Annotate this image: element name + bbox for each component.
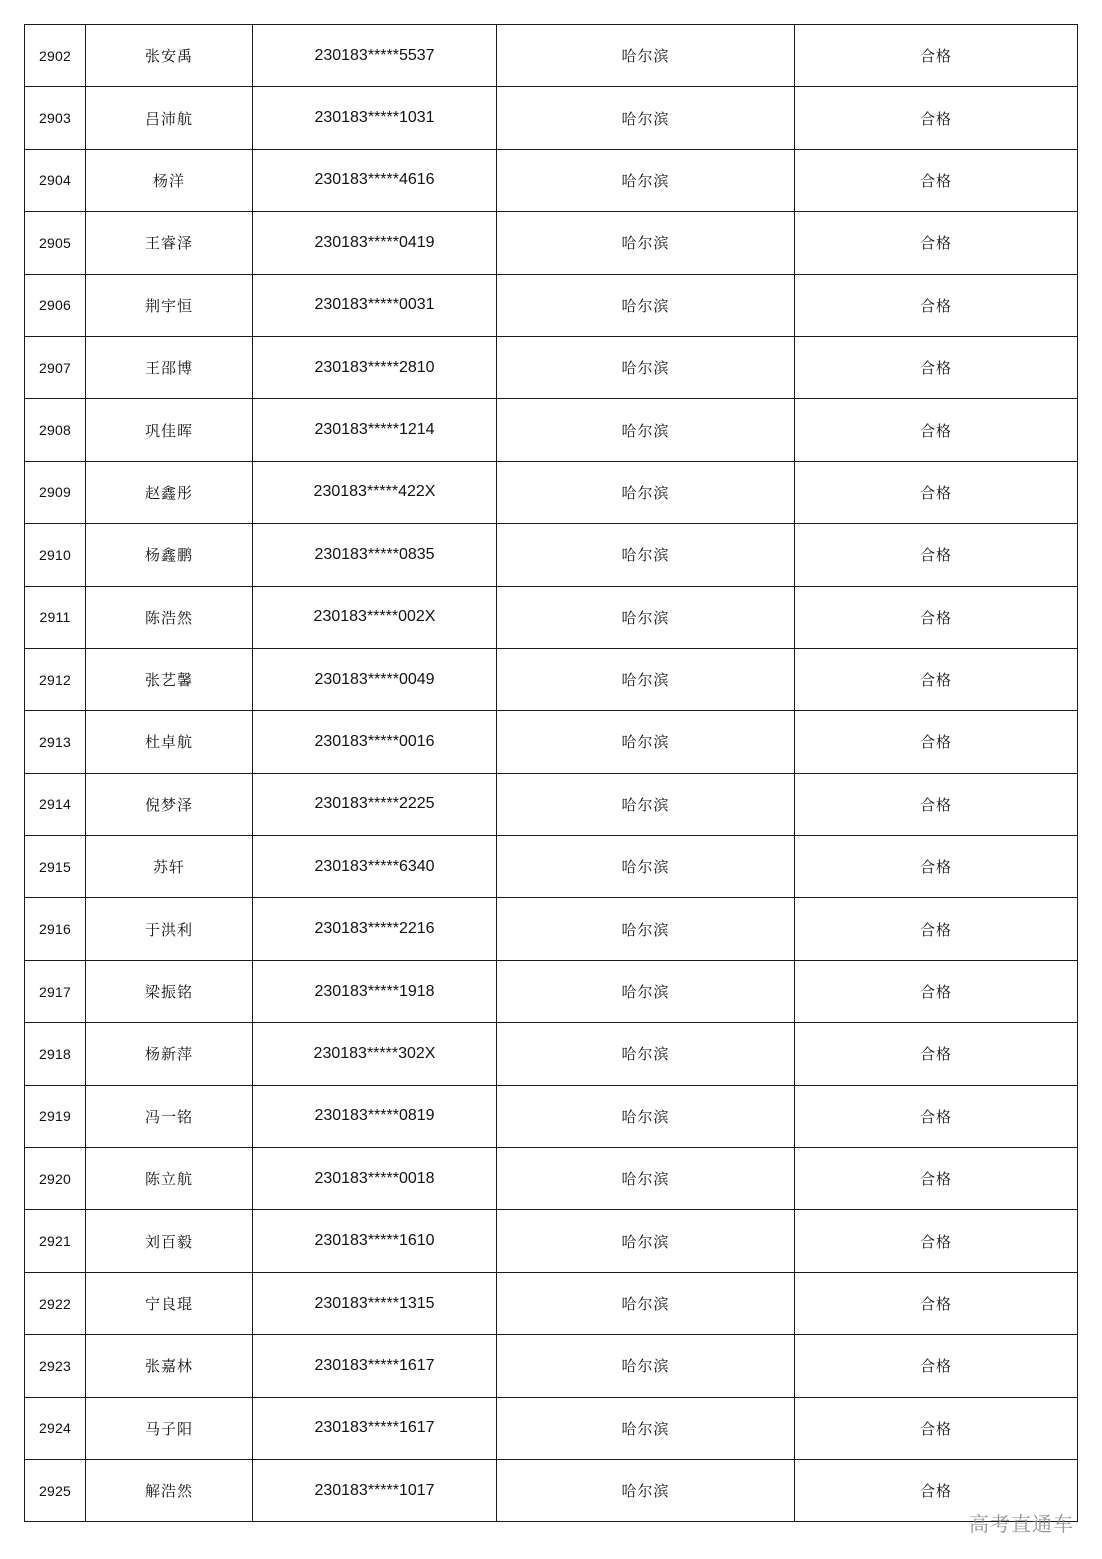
cell-name: 陈浩然 — [86, 586, 253, 648]
watermark-text: 高考直通车 — [969, 1512, 1074, 1536]
cell-name: 张艺馨 — [86, 648, 253, 710]
cell-name: 陈立航 — [86, 1148, 253, 1210]
cell-result: 合格 — [795, 1397, 1078, 1459]
cell-id-number: 230183*****1315 — [253, 1272, 497, 1334]
cell-seq: 2917 — [25, 960, 86, 1022]
cell-name: 张安禹 — [86, 25, 253, 87]
cell-id-number: 230183*****1918 — [253, 960, 497, 1022]
cell-result: 合格 — [795, 1459, 1078, 1521]
cell-id-number: 230183*****0031 — [253, 274, 497, 336]
table-row — [25, 461, 1078, 523]
cell-result: 合格 — [795, 274, 1078, 336]
cell-id-number: 230183*****6340 — [253, 836, 497, 898]
cell-id-number: 230183*****2216 — [253, 898, 497, 960]
table-row — [25, 960, 1078, 1022]
cell-id-number: 230183*****1031 — [253, 87, 497, 149]
cell-name: 马子阳 — [86, 1397, 253, 1459]
cell-city: 哈尔滨 — [497, 898, 795, 960]
cell-name: 吕沛航 — [86, 87, 253, 149]
cell-name: 杨新萍 — [86, 1023, 253, 1085]
cell-city: 哈尔滨 — [497, 149, 795, 211]
cell-seq: 2904 — [25, 149, 86, 211]
cell-result: 合格 — [795, 1210, 1078, 1272]
table-row — [25, 1272, 1078, 1334]
cell-city: 哈尔滨 — [497, 212, 795, 274]
cell-seq: 2921 — [25, 1210, 86, 1272]
cell-name: 荆宇恒 — [86, 274, 253, 336]
cell-id-number: 230183*****1617 — [253, 1397, 497, 1459]
cell-id-number: 230183*****4616 — [253, 149, 497, 211]
cell-seq: 2909 — [25, 461, 86, 523]
cell-name: 冯一铭 — [86, 1085, 253, 1147]
table-row — [25, 711, 1078, 773]
cell-id-number: 230183*****0016 — [253, 711, 497, 773]
cell-result: 合格 — [795, 711, 1078, 773]
cell-result: 合格 — [795, 960, 1078, 1022]
cell-result: 合格 — [795, 648, 1078, 710]
table-row — [25, 524, 1078, 586]
cell-result: 合格 — [795, 1148, 1078, 1210]
table-row — [25, 1148, 1078, 1210]
table-row — [25, 336, 1078, 398]
cell-city: 哈尔滨 — [497, 1397, 795, 1459]
cell-id-number: 230183*****422X — [253, 461, 497, 523]
roster-sheet — [24, 24, 1077, 1522]
cell-city: 哈尔滨 — [497, 1023, 795, 1085]
cell-city: 哈尔滨 — [497, 1085, 795, 1147]
cell-city: 哈尔滨 — [497, 25, 795, 87]
cell-result: 合格 — [795, 1272, 1078, 1334]
cell-name: 苏轩 — [86, 836, 253, 898]
cell-id-number: 230183*****002X — [253, 586, 497, 648]
cell-result: 合格 — [795, 212, 1078, 274]
table-row — [25, 1210, 1078, 1272]
table-row — [25, 1397, 1078, 1459]
cell-id-number: 230183*****0835 — [253, 524, 497, 586]
cell-seq: 2905 — [25, 212, 86, 274]
cell-name: 梁振铭 — [86, 960, 253, 1022]
cell-name: 杨鑫鹏 — [86, 524, 253, 586]
cell-city: 哈尔滨 — [497, 1148, 795, 1210]
table-row — [25, 1023, 1078, 1085]
cell-seq: 2916 — [25, 898, 86, 960]
cell-city: 哈尔滨 — [497, 960, 795, 1022]
cell-city: 哈尔滨 — [497, 1272, 795, 1334]
cell-city: 哈尔滨 — [497, 274, 795, 336]
cell-city: 哈尔滨 — [497, 87, 795, 149]
cell-city: 哈尔滨 — [497, 1459, 795, 1521]
cell-seq: 2910 — [25, 524, 86, 586]
cell-name: 于洪利 — [86, 898, 253, 960]
cell-id-number: 230183*****1610 — [253, 1210, 497, 1272]
cell-seq: 2914 — [25, 773, 86, 835]
cell-id-number: 230183*****2225 — [253, 773, 497, 835]
cell-id-number: 230183*****5537 — [253, 25, 497, 87]
cell-city: 哈尔滨 — [497, 461, 795, 523]
cell-result: 合格 — [795, 898, 1078, 960]
cell-seq: 2924 — [25, 1397, 86, 1459]
cell-result: 合格 — [795, 524, 1078, 586]
cell-result: 合格 — [795, 399, 1078, 461]
cell-city: 哈尔滨 — [497, 586, 795, 648]
table-row — [25, 648, 1078, 710]
roster-body — [25, 25, 1078, 1522]
cell-result: 合格 — [795, 25, 1078, 87]
cell-city: 哈尔滨 — [497, 836, 795, 898]
cell-city: 哈尔滨 — [497, 1210, 795, 1272]
table-row — [25, 25, 1078, 87]
cell-seq: 2903 — [25, 87, 86, 149]
cell-city: 哈尔滨 — [497, 711, 795, 773]
cell-id-number: 230183*****0419 — [253, 212, 497, 274]
cell-id-number: 230183*****0049 — [253, 648, 497, 710]
cell-name: 杨洋 — [86, 149, 253, 211]
table-row — [25, 1335, 1078, 1397]
table-row — [25, 1459, 1078, 1521]
cell-id-number: 230183*****0018 — [253, 1148, 497, 1210]
cell-city: 哈尔滨 — [497, 773, 795, 835]
cell-result: 合格 — [795, 773, 1078, 835]
cell-name: 张嘉林 — [86, 1335, 253, 1397]
table-row — [25, 274, 1078, 336]
cell-id-number: 230183*****302X — [253, 1023, 497, 1085]
cell-id-number: 230183*****1214 — [253, 399, 497, 461]
cell-seq: 2920 — [25, 1148, 86, 1210]
cell-id-number: 230183*****0819 — [253, 1085, 497, 1147]
cell-result: 合格 — [795, 461, 1078, 523]
cell-city: 哈尔滨 — [497, 399, 795, 461]
cell-result: 合格 — [795, 87, 1078, 149]
cell-result: 合格 — [795, 836, 1078, 898]
cell-result: 合格 — [795, 1085, 1078, 1147]
table-row — [25, 1085, 1078, 1147]
cell-seq: 2915 — [25, 836, 86, 898]
cell-name: 宁良琨 — [86, 1272, 253, 1334]
cell-city: 哈尔滨 — [497, 648, 795, 710]
cell-result: 合格 — [795, 1335, 1078, 1397]
cell-seq: 2922 — [25, 1272, 86, 1334]
table-row — [25, 87, 1078, 149]
roster-table — [24, 24, 1078, 1522]
cell-city: 哈尔滨 — [497, 336, 795, 398]
table-row — [25, 399, 1078, 461]
cell-name: 杜卓航 — [86, 711, 253, 773]
cell-seq: 2913 — [25, 711, 86, 773]
cell-id-number: 230183*****1017 — [253, 1459, 497, 1521]
cell-name: 刘百毅 — [86, 1210, 253, 1272]
table-row — [25, 773, 1078, 835]
cell-name: 王邵博 — [86, 336, 253, 398]
cell-seq: 2911 — [25, 586, 86, 648]
cell-result: 合格 — [795, 1023, 1078, 1085]
cell-city: 哈尔滨 — [497, 524, 795, 586]
table-row — [25, 898, 1078, 960]
cell-seq: 2906 — [25, 274, 86, 336]
table-row — [25, 212, 1078, 274]
cell-seq: 2923 — [25, 1335, 86, 1397]
cell-result: 合格 — [795, 586, 1078, 648]
table-row — [25, 149, 1078, 211]
table-row — [25, 836, 1078, 898]
cell-name: 赵鑫彤 — [86, 461, 253, 523]
cell-result: 合格 — [795, 149, 1078, 211]
cell-name: 王睿泽 — [86, 212, 253, 274]
cell-name: 解浩然 — [86, 1459, 253, 1521]
cell-seq: 2912 — [25, 648, 86, 710]
cell-name: 巩佳晖 — [86, 399, 253, 461]
cell-seq: 2925 — [25, 1459, 86, 1521]
cell-id-number: 230183*****1617 — [253, 1335, 497, 1397]
cell-seq: 2908 — [25, 399, 86, 461]
cell-city: 哈尔滨 — [497, 1335, 795, 1397]
table-row — [25, 586, 1078, 648]
cell-id-number: 230183*****2810 — [253, 336, 497, 398]
cell-result: 合格 — [795, 336, 1078, 398]
cell-seq: 2907 — [25, 336, 86, 398]
cell-seq: 2919 — [25, 1085, 86, 1147]
cell-seq: 2918 — [25, 1023, 86, 1085]
cell-name: 倪梦泽 — [86, 773, 253, 835]
cell-seq: 2902 — [25, 25, 86, 87]
